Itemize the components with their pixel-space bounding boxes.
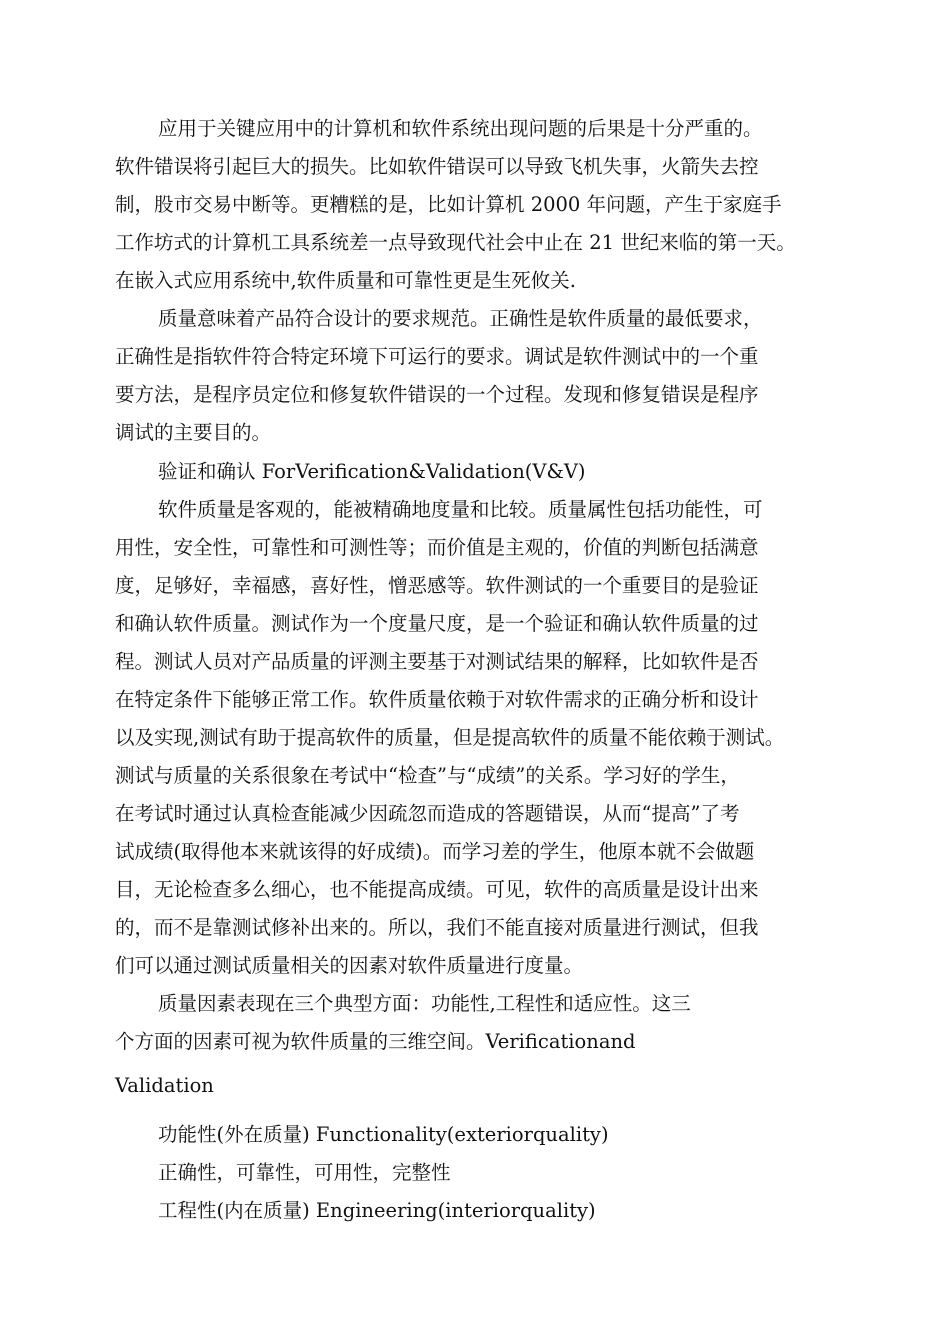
text-line: 质量意味着产品符合设计的要求规范。正确性是软件质量的最低要求， [158, 307, 763, 330]
text-line: 质量因素表现在三个典型方面：功能性,工程性和适应性。这三 [158, 992, 691, 1015]
text-line: 的，而不是靠测试修补出来的。所以，我们不能直接对质量进行测试，但我 [115, 916, 759, 939]
text-line: 正确性是指软件符合特定环境下可运行的要求。调试是软件测试中的一个重 [115, 345, 759, 368]
text-line: 工作坊式的计算机工具系统差一点导致现代社会中止在 21 世纪来临的第一天。 [115, 231, 796, 254]
text-line: 目，无论检查多么细心，也不能提高成绩。可见，软件的高质量是设计出来 [115, 878, 759, 901]
text-line: 程。测试人员对产品质量的评测主要基于对测试结果的解释，比如软件是否 [115, 650, 759, 673]
text-line: 调试的主要目的。 [115, 421, 272, 444]
text-line: 们可以通过测试质量相关的因素对软件质量进行度量。 [115, 954, 584, 977]
text-line: 测试与质量的关系很象在考试中“检查”与“成绩”的关系。学习好的学生， [115, 764, 740, 787]
text-line: Validation [115, 1074, 214, 1097]
text-line: 制，股市交易中断等。更糟糕的是，比如计算机 2000 年问题，产生于家庭手 [115, 193, 782, 216]
section-heading: 验证和确认 ForVerification&Validation(V&V) [158, 460, 586, 483]
text-line: 在特定条件下能够正常工作。软件质量依赖于对软件需求的正确分析和设计 [115, 688, 759, 711]
text-line: 用性，安全性，可靠性和可测性等；而价值是主观的，价值的判断包括满意 [115, 536, 759, 559]
text-line: 个方面的因素可视为软件质量的三维空间。Verificationand [115, 1030, 636, 1053]
text-line: 试成绩(取得他本来就该得的好成绩)。而学习差的学生，他原本就不会做题 [115, 840, 755, 863]
text-line: 度，足够好，幸福感，喜好性，憎恶感等。软件测试的一个重要目的是验证 [115, 574, 759, 597]
list-item: 功能性(外在质量) Functionality(exteriorquality) [158, 1123, 609, 1146]
list-item: 正确性，可靠性，可用性，完整性 [158, 1161, 451, 1184]
text-line: 在嵌入式应用系统中,软件质量和可靠性更是生死攸关. [115, 269, 576, 292]
text-line: 软件错误将引起巨大的损失。比如软件错误可以导致飞机失事，火箭失去控 [115, 155, 759, 178]
text-line: 在考试时通过认真检查能减少因疏忽而造成的答题错误，从而“提高”了考 [115, 802, 740, 825]
text-line: 以及实现,测试有助于提高软件的质量，但是提高软件的质量不能依赖于测试。 [115, 726, 785, 749]
text-line: 要方法，是程序员定位和修复软件错误的一个过程。发现和修复错误是程序 [115, 383, 759, 406]
text-line: 应用于关键应用中的计算机和软件系统出现问题的后果是十分严重的。 [158, 117, 763, 140]
text-line: 软件质量是客观的，能被精确地度量和比较。质量属性包括功能性，可 [158, 498, 763, 521]
list-item: 工程性(内在质量) Engineering(interiorquality) [158, 1199, 596, 1222]
text-line: 和确认软件质量。测试作为一个度量尺度，是一个验证和确认软件质量的过 [115, 612, 759, 635]
